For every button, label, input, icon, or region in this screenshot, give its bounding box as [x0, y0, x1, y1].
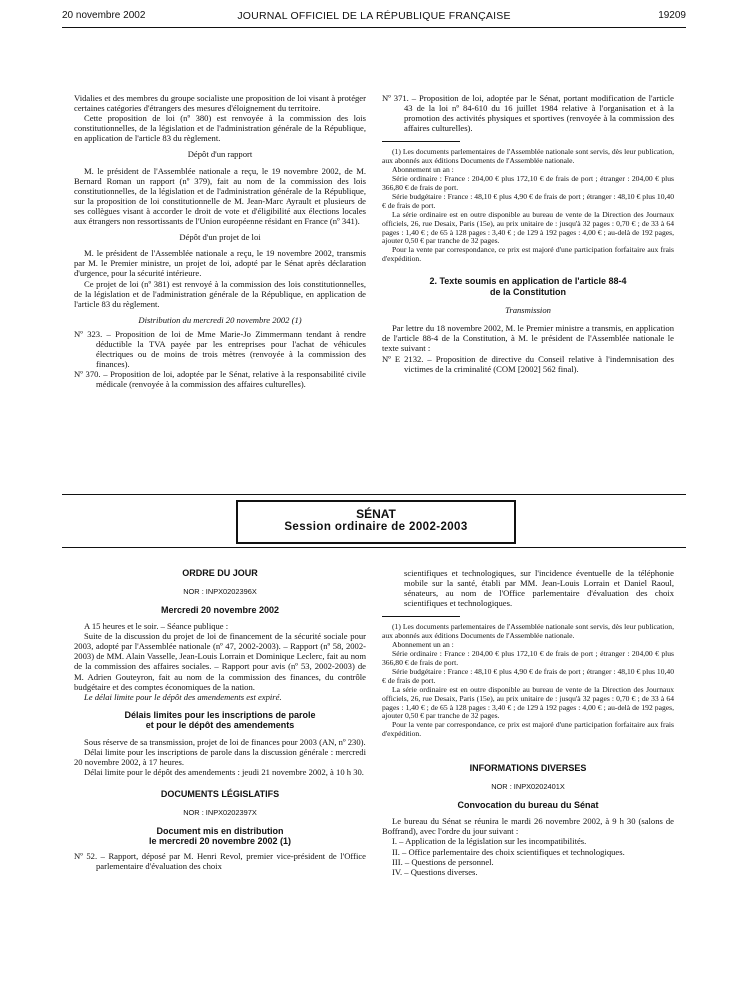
senat-subtitle: Session ordinaire de 2002-2003	[284, 521, 468, 533]
paragraph: A 15 heures et le soir. – Séance publique :	[84, 621, 229, 632]
section-heading: Distribution du mercredi 20 novembre 2002 (1)	[138, 314, 302, 325]
paragraph: Le bureau du Sénat se réunira le mardi 26 novembre 2002, à 9 h 30 (salons de Boffrand), avec l'ordre du jour suivant :	[382, 816, 674, 837]
right-bottom-column	[382, 568, 674, 877]
page-header	[62, 10, 686, 26]
footnote: Pour la vente par correspondance, ce prix est majoré d'une participation forfaitaire aux frais d'expédition.	[382, 720, 674, 739]
section-heading: Document mis en distribution	[156, 825, 284, 836]
footnote: (1) Les documents parlementaires de l'Assemblée nationale sont servis, dès leur publication, aux abonnés aux éditions Documents de l'Assemblée nationale.	[382, 622, 674, 641]
paragraph: scientifiques et technologiques, sur l'incidence éventuelle de la téléphonie mobile sur la santé, établi par MM. Jean-Louis Lorrain et Daniel Raoul, sénateurs, au nom de l'Office parlementaire d'évaluation des choix scientifiques et technologiques.	[404, 568, 674, 609]
list-item: Nº 371. – Proposition de loi, adoptée par le Sénat, portant modification de l'article 43 de la loi nº 84-610 du 16 juillet 1984 relative à l'organisation et à la promotion des activités physiques et sportives (renvoyée à la commission des affaires culturelles).	[382, 93, 674, 134]
footnote: (1) Les documents parlementaires de l'Assemblée nationale sont servis, dès leur publication, aux abonnés aux éditions Documents de l'Assemblée nationale.	[382, 147, 674, 166]
footnote: Série ordinaire : France : 204,00 € plus 172,10 € de frais de port ; étranger : 204,00 € plus 366,80 € de frais de port.	[382, 649, 674, 667]
header-date: 20 novembre 2002	[62, 10, 146, 21]
section-heading: Délais limites pour les inscriptions de parole	[124, 709, 316, 720]
list-item: II. – Office parlementaire des choix scientifiques et technologiques.	[392, 846, 625, 857]
nor-reference: NOR : INPX0202397X	[183, 807, 257, 817]
list-item: Nº 323. – Proposition de loi de Mme Marie-Jo Zimmermann tendant à rendre déductible la TVA payée par les entreprises pour l'achat de véhicules électriques ou de moins de trois mètres (renvoyée à la commission des finances).	[74, 328, 366, 370]
list-item: Nº 52. – Rapport, déposé par M. Henri Revol, premier vice-président de l'Office parlementaire d'évaluation des choix	[74, 850, 366, 871]
list-item: Nº 370. – Proposition de loi, adoptée par le Sénat, relative à la responsabilité civile médicale (renvoyée à la commission des affaires culturelles).	[74, 369, 366, 390]
footnote: Abonnement un an :	[392, 165, 454, 175]
senat-title: SÉNAT	[356, 507, 396, 521]
journal-title: JOURNAL OFFICIEL DE LA RÉPUBLIQUE FRANÇAISE	[237, 10, 511, 22]
paragraph: Délai limite pour les inscriptions de parole dans la discussion générale : mercredi 20 novembre 2002, à 17 heures.	[74, 746, 366, 768]
left-bottom-column	[74, 568, 366, 871]
paragraph: Ce projet de loi (nº 381) est renvoyé à la commission des lois constitutionnelles, de la législation et de l'administration générale de la République, en application de l'article 83 du règlement.	[74, 278, 366, 309]
section-heading: Dépôt d'un projet de loi	[179, 232, 261, 243]
footnote: Série budgétaire : France : 48,10 € plus 4,90 € de frais de port ; étranger : 48,10 € plus 10,40 € de frais de port.	[382, 191, 674, 210]
paragraph: Par lettre du 18 novembre 2002, M. le Premier ministre a transmis, en application de l'article 88-4 de la Constitution, à M. le président de l'Assemblée nationale le texte suivant :	[382, 323, 674, 354]
subsection-heading: Transmission	[505, 305, 551, 316]
section-heading: Convocation du bureau du Sénat	[457, 799, 599, 810]
list-item: Nº E 2132. – Proposition de directive du Conseil relative à l'indemnisation des victimes de la criminalité (COM [2002] 562 final).	[382, 353, 674, 374]
paragraph: Délai limite pour le dépôt des amendements : jeudi 21 novembre 2002, à 10 h 30.	[84, 767, 364, 778]
section-heading: INFORMATIONS DIVERSES	[469, 763, 587, 774]
section-heading: et pour le dépôt des amendements	[145, 720, 295, 731]
list-item: IV. – Questions diverses.	[392, 866, 478, 877]
section-heading: ORDRE DU JOUR	[182, 568, 258, 578]
footnote: Série ordinaire : France : 204,00 € plus 172,10 € de frais de port ; étranger : 204,00 € plus 366,80 € de frais de port.	[382, 174, 674, 192]
senat-banner	[236, 500, 516, 544]
right-top-column	[382, 93, 674, 374]
paragraph: Vidalies et des membres du groupe socialiste une proposition de loi visant à protéger certaines catégories d'étrangers des mesures d'éloignement du territoire.	[74, 93, 366, 114]
section-heading: Mercredi 20 novembre 2002	[160, 604, 280, 615]
paragraph: Sous réserve de sa transmission, projet de loi de finances pour 2003 (AN, nº 230).	[84, 736, 366, 747]
section-heading: de la Constitution	[490, 286, 566, 297]
section-heading: Dépôt d'un rapport	[187, 149, 253, 160]
list-item: III. – Questions de personnel.	[392, 856, 494, 867]
footnote: Série budgétaire : France : 48,10 € plus 4,90 € de frais de port ; étranger : 48,10 € plus 10,40 € de frais de port.	[382, 666, 674, 685]
section-separator	[62, 494, 686, 495]
paragraph: M. le président de l'Assemblée nationale a reçu, le 19 novembre 2002, de M. Bernard Roman un rapport (nº 379), fait au nom de la commission des lois constitutionnelles, de la législation et de l'administration générale de la République, sur la proposition de loi constitutionnelle de M. Jean-Marc Ayrault et plusieurs de ses collègues visant à accorder le droit de vote et d'éligibilité aux élections locales aux étrangers non ressortissants de l'Union européenne résidant en France (nº 341).	[74, 165, 366, 227]
paragraph: Le délai limite pour le dépôt des amendements est expiré.	[84, 691, 282, 702]
left-top-column	[74, 93, 366, 389]
nor-reference: NOR : INPX0202401X	[491, 781, 565, 791]
footnote: La série ordinaire est en outre disponible au bureau de vente de la Direction des Journaux officiels, 26, rue Desaix, Paris (15e), au prix unitaire de : jusqu'à 32 pages : 0,70 € ; de 33 à 64 pages : 1,40 € ; de 65 à 128 pages : 3,40 € ; de 129 à 192 pages : 4,00 € ; au-delà de 192 pages, ajouter 0,50 € par tranche de 32 pages.	[382, 684, 674, 721]
paragraph: Suite de la discussion du projet de loi de financement de la sécurité sociale pour 2003, adopté par l'Assemblée nationale (nº 47, 2002-2003). – Rapport (nº 58, 2002-2003) de MM. Alain Vasselle, Jean-Louis Lorrain et Dominique Leclerc, fait au nom de la commission des affaires sociales. – Rapport pour avis (nº 53, 2002-2003) de M. Adrien Gouteyron, fait au nom de la commission des finances, du contrôle budgétaire et des comptes économiques de la nation.	[74, 631, 366, 692]
section-heading: DOCUMENTS LÉGISLATIFS	[160, 789, 280, 800]
footnote: La série ordinaire est en outre disponible au bureau de vente de la Direction des Journaux officiels, 26, rue Desaix, Paris (15e), au prix unitaire de : jusqu'à 32 pages : 0,70 € ; de 33 à 64 pages : 1,40 € ; de 65 à 128 pages : 3,40 € ; de 129 à 192 pages : 4,00 € ; au-delà de 192 pages, ajouter 0,50 € par tranche de 32 pages.	[382, 209, 674, 246]
nor-reference: NOR : INPX0202396X	[183, 586, 257, 596]
section-heading: 2. Texte soumis en application de l'article 88-4	[429, 276, 627, 287]
footnote: Pour la vente par correspondance, ce prix est majoré d'une participation forfaitaire aux frais d'expédition.	[382, 245, 674, 264]
header-rule	[62, 27, 686, 28]
paragraph: Cette proposition de loi (nº 380) est renvoyée à la commission des lois constitutionnelles, de la législation et de l'administration générale de la République, en application de l'article 83 du règlement.	[74, 113, 366, 144]
paragraph: M. le président de l'Assemblée nationale a reçu, le 19 novembre 2002, transmis par M. le Premier ministre, un projet de loi, adopté par le Sénat après déclaration d'urgence, pour la sécurité intérieure.	[74, 248, 366, 279]
footnote: Abonnement un an :	[392, 640, 454, 650]
page-number: 19209	[658, 10, 686, 21]
section-separator	[62, 547, 686, 548]
section-heading: le mercredi 20 novembre 2002 (1)	[148, 836, 292, 847]
list-item: I. – Application de la législation sur les incompatibilités.	[392, 836, 587, 847]
